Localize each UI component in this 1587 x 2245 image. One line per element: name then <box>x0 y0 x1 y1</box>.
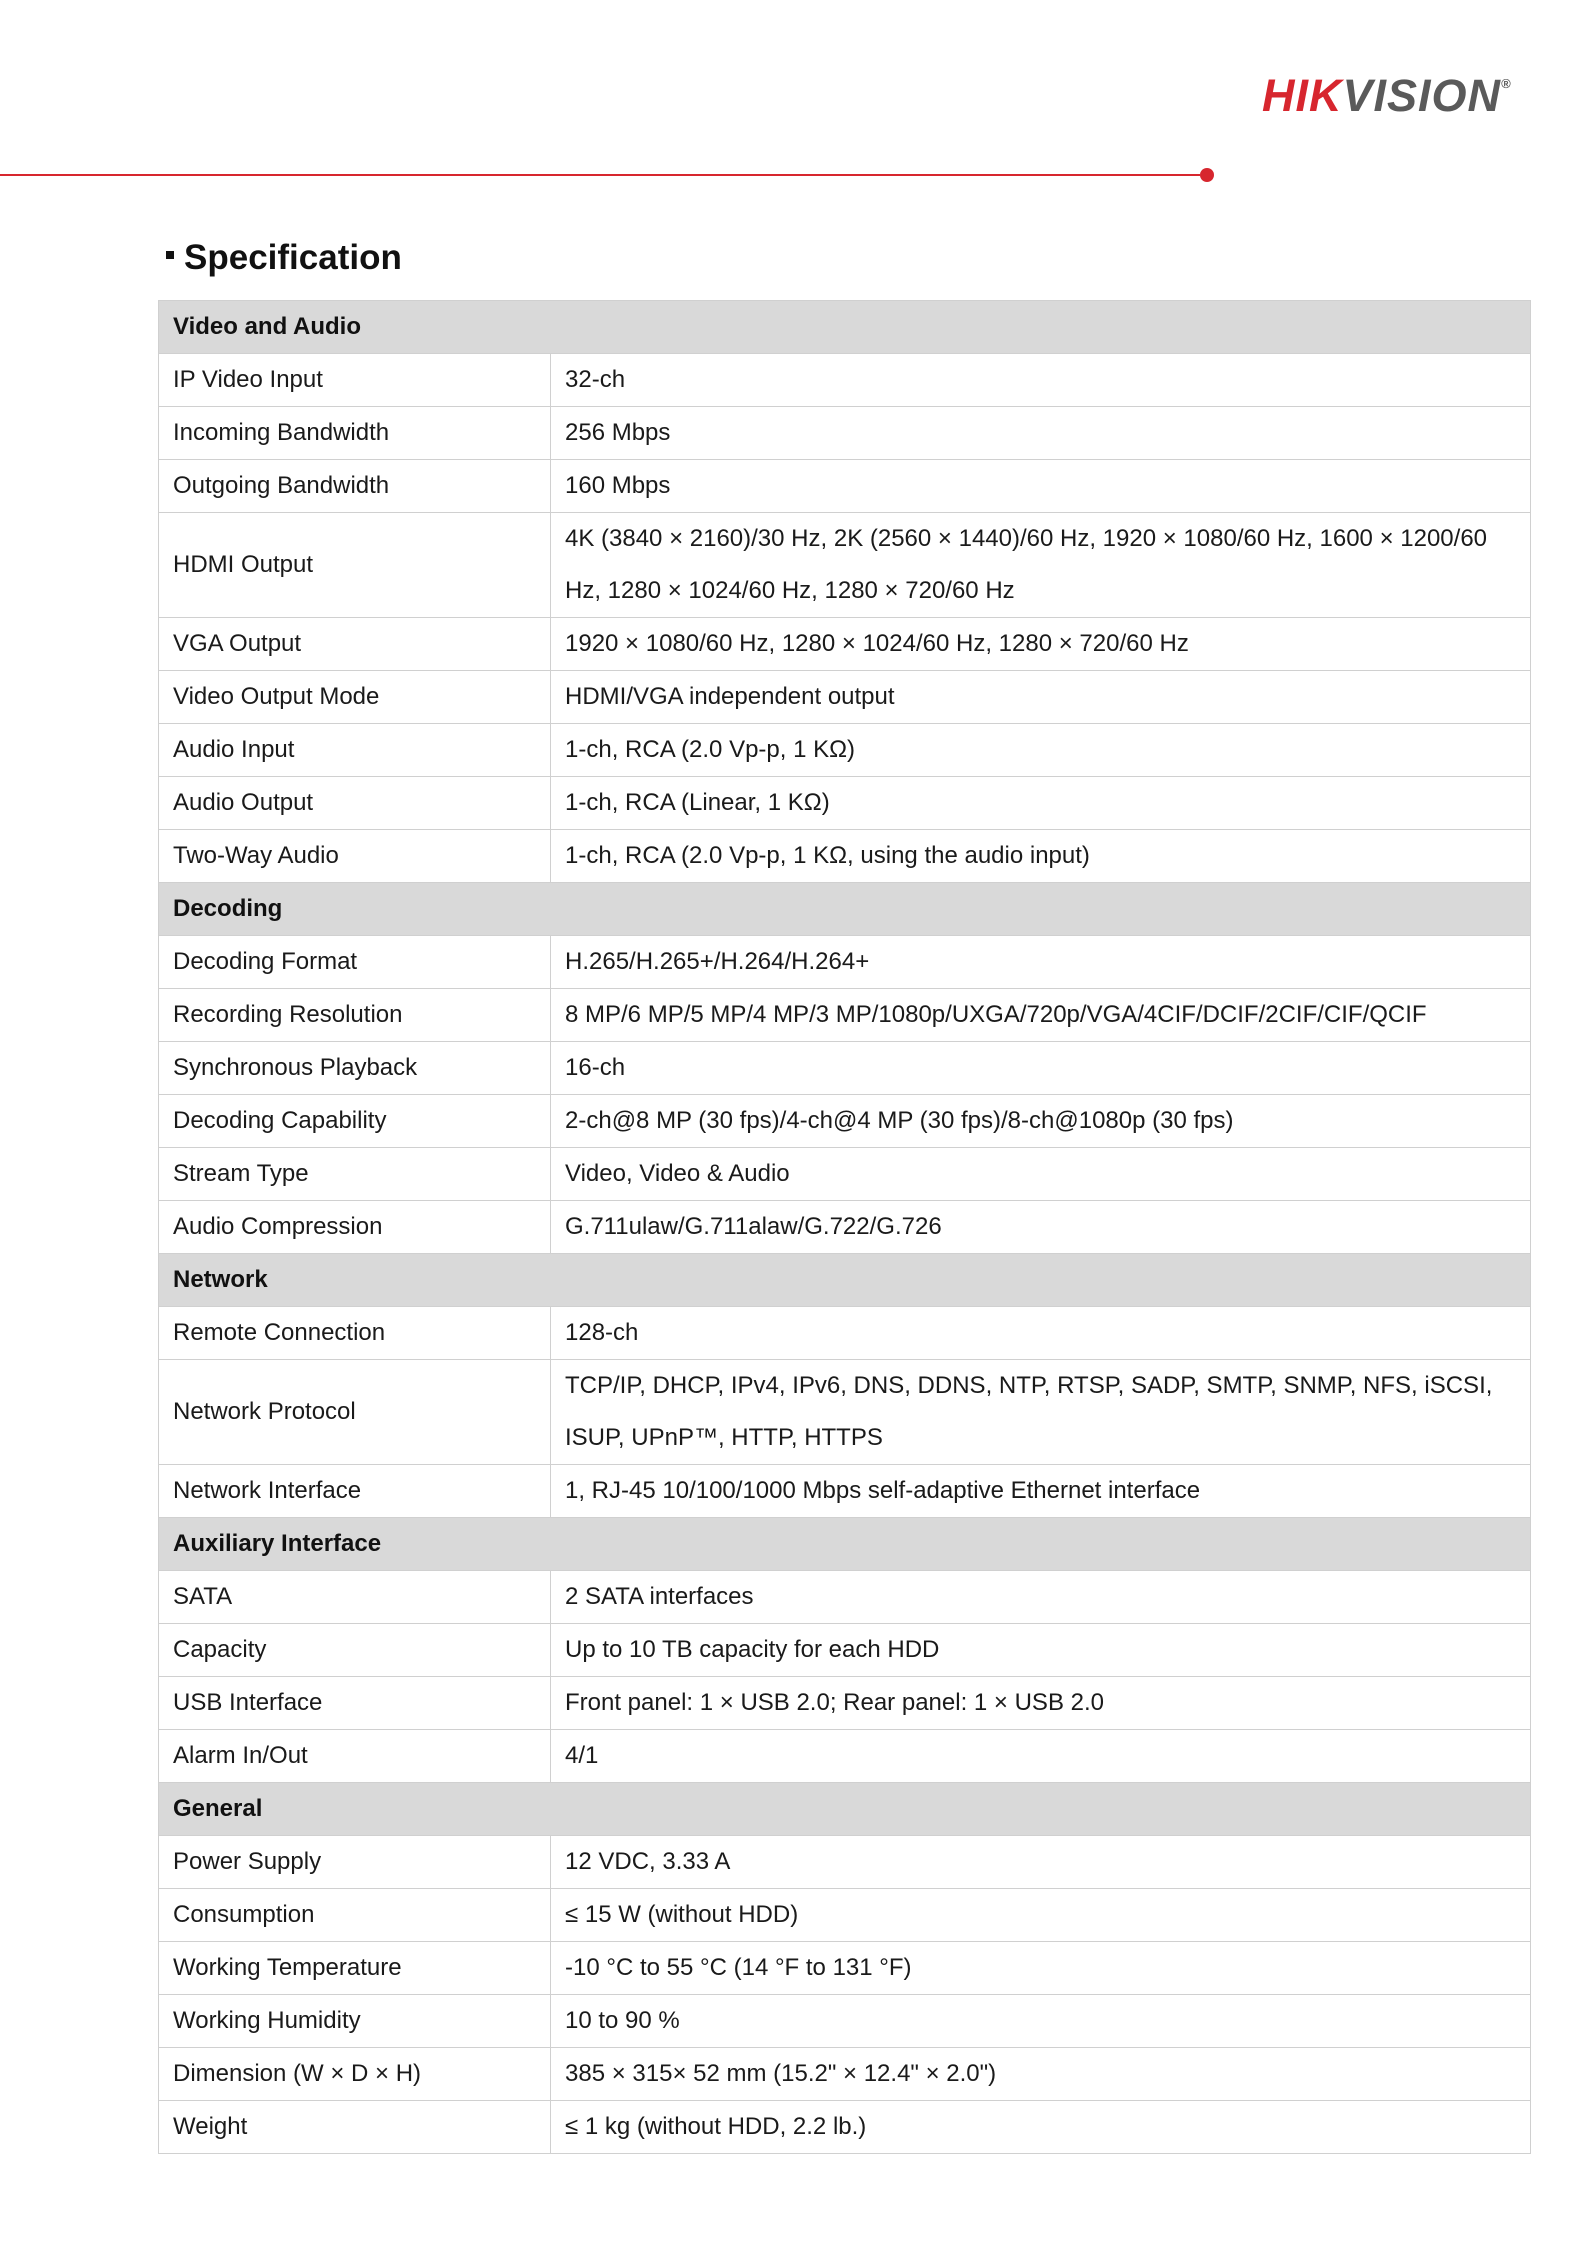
group-header: General <box>159 1783 1531 1836</box>
spec-value: 1, RJ-45 10/100/1000 Mbps self-adaptive Ethernet interface <box>551 1465 1531 1518</box>
table-row <box>159 618 1531 671</box>
spec-label: Dimension (W × D × H) <box>159 2048 551 2101</box>
spec-value: 12 VDC, 3.33 A <box>551 1836 1531 1889</box>
table-row <box>159 1624 1531 1677</box>
spec-label: Two-Way Audio <box>159 830 551 883</box>
table-row <box>159 1148 1531 1201</box>
spec-value: 4/1 <box>551 1730 1531 1783</box>
table-row <box>159 1307 1531 1360</box>
spec-label: HDMI Output <box>159 513 551 618</box>
table-row <box>159 1889 1531 1942</box>
table-row <box>159 1042 1531 1095</box>
spec-value: 160 Mbps <box>551 460 1531 513</box>
table-row <box>159 1095 1531 1148</box>
table-row <box>159 513 1531 618</box>
spec-label: Weight <box>159 2101 551 2154</box>
spec-label: Decoding Format <box>159 936 551 989</box>
spec-value: HDMI/VGA independent output <box>551 671 1531 724</box>
group-header: Video and Audio <box>159 301 1531 354</box>
table-row <box>159 989 1531 1042</box>
group-header-row <box>159 1518 1531 1571</box>
spec-value: ≤ 15 W (without HDD) <box>551 1889 1531 1942</box>
table-row <box>159 2048 1531 2101</box>
spec-label: Video Output Mode <box>159 671 551 724</box>
spec-value: Up to 10 TB capacity for each HDD <box>551 1624 1531 1677</box>
group-header-row <box>159 301 1531 354</box>
spec-label: Audio Input <box>159 724 551 777</box>
table-row <box>159 1942 1531 1995</box>
table-row <box>159 1571 1531 1624</box>
header-divider-line <box>0 174 1200 176</box>
table-row <box>159 1201 1531 1254</box>
table-row <box>159 1360 1531 1465</box>
spec-label: Working Humidity <box>159 1995 551 2048</box>
spec-label: Recording Resolution <box>159 989 551 1042</box>
spec-label: Stream Type <box>159 1148 551 1201</box>
spec-value: 32-ch <box>551 354 1531 407</box>
spec-value: Video, Video & Audio <box>551 1148 1531 1201</box>
section-title <box>166 238 402 278</box>
spec-value: 385 × 315× 52 mm (15.2" × 12.4" × 2.0") <box>551 2048 1531 2101</box>
spec-label: Decoding Capability <box>159 1095 551 1148</box>
group-header-row <box>159 1254 1531 1307</box>
spec-label: SATA <box>159 1571 551 1624</box>
spec-value: H.265/H.265+/H.264/H.264+ <box>551 936 1531 989</box>
table-row <box>159 1677 1531 1730</box>
spec-label: Network Interface <box>159 1465 551 1518</box>
spec-label: Network Protocol <box>159 1360 551 1465</box>
spec-label: Capacity <box>159 1624 551 1677</box>
spec-value: G.711ulaw/G.711alaw/G.722/G.726 <box>551 1201 1531 1254</box>
spec-label: Alarm In/Out <box>159 1730 551 1783</box>
hikvision-logo <box>1262 70 1512 122</box>
table-row <box>159 407 1531 460</box>
table-row <box>159 460 1531 513</box>
spec-value: 1-ch, RCA (Linear, 1 KΩ) <box>551 777 1531 830</box>
table-row <box>159 1995 1531 2048</box>
spec-value: 128-ch <box>551 1307 1531 1360</box>
table-row <box>159 777 1531 830</box>
spec-label: Synchronous Playback <box>159 1042 551 1095</box>
spec-label: Consumption <box>159 1889 551 1942</box>
spec-value: 2 SATA interfaces <box>551 1571 1531 1624</box>
section-title-text: Specification <box>184 238 402 277</box>
table-row <box>159 1465 1531 1518</box>
group-header-row <box>159 1783 1531 1836</box>
square-bullet-icon <box>166 251 174 259</box>
table-row <box>159 936 1531 989</box>
table-row <box>159 724 1531 777</box>
logo-hik-text: HIK <box>1262 70 1343 121</box>
table-row <box>159 1836 1531 1889</box>
header-divider-dot <box>1200 168 1214 182</box>
spec-value: 8 MP/6 MP/5 MP/4 MP/3 MP/1080p/UXGA/720p/VGA/4CIF/DCIF/2CIF/CIF/QCIF <box>551 989 1531 1042</box>
group-header-row <box>159 883 1531 936</box>
group-header: Auxiliary Interface <box>159 1518 1531 1571</box>
spec-label: USB Interface <box>159 1677 551 1730</box>
specification-table <box>158 300 1531 2154</box>
spec-value: 16-ch <box>551 1042 1531 1095</box>
spec-value: Front panel: 1 × USB 2.0; Rear panel: 1 × USB 2.0 <box>551 1677 1531 1730</box>
spec-label: Working Temperature <box>159 1942 551 1995</box>
spec-label: Remote Connection <box>159 1307 551 1360</box>
spec-value: 10 to 90 % <box>551 1995 1531 2048</box>
spec-value: ≤ 1 kg (without HDD, 2.2 lb.) <box>551 2101 1531 2154</box>
table-row <box>159 2101 1531 2154</box>
table-row <box>159 830 1531 883</box>
spec-label: Power Supply <box>159 1836 551 1889</box>
table-row <box>159 671 1531 724</box>
spec-label: Audio Output <box>159 777 551 830</box>
spec-label: Incoming Bandwidth <box>159 407 551 460</box>
spec-label: IP Video Input <box>159 354 551 407</box>
logo-vision-text: VISION <box>1342 70 1502 121</box>
spec-value: 1-ch, RCA (2.0 Vp-p, 1 KΩ, using the audio input) <box>551 830 1531 883</box>
spec-value: 256 Mbps <box>551 407 1531 460</box>
spec-value: 1-ch, RCA (2.0 Vp-p, 1 KΩ) <box>551 724 1531 777</box>
spec-value: 2-ch@8 MP (30 fps)/4-ch@4 MP (30 fps)/8-ch@1080p (30 fps) <box>551 1095 1531 1148</box>
spec-label: Audio Compression <box>159 1201 551 1254</box>
spec-label: VGA Output <box>159 618 551 671</box>
spec-value: -10 °C to 55 °C (14 °F to 131 °F) <box>551 1942 1531 1995</box>
spec-label: Outgoing Bandwidth <box>159 460 551 513</box>
spec-value: TCP/IP, DHCP, IPv4, IPv6, DNS, DDNS, NTP, RTSP, SADP, SMTP, SNMP, NFS, iSCSI, ISUP, UPnP™, HTTP, HTTPS <box>551 1360 1531 1465</box>
table-row <box>159 1730 1531 1783</box>
logo-registered-mark: ® <box>1501 76 1512 91</box>
table-row <box>159 354 1531 407</box>
spec-value: 4K (3840 × 2160)/30 Hz, 2K (2560 × 1440)/60 Hz, 1920 × 1080/60 Hz, 1600 × 1200/60 Hz, 1280 × 1024/60 Hz, 1280 × 720/60 Hz <box>551 513 1531 618</box>
group-header: Network <box>159 1254 1531 1307</box>
group-header: Decoding <box>159 883 1531 936</box>
spec-value: 1920 × 1080/60 Hz, 1280 × 1024/60 Hz, 1280 × 720/60 Hz <box>551 618 1531 671</box>
